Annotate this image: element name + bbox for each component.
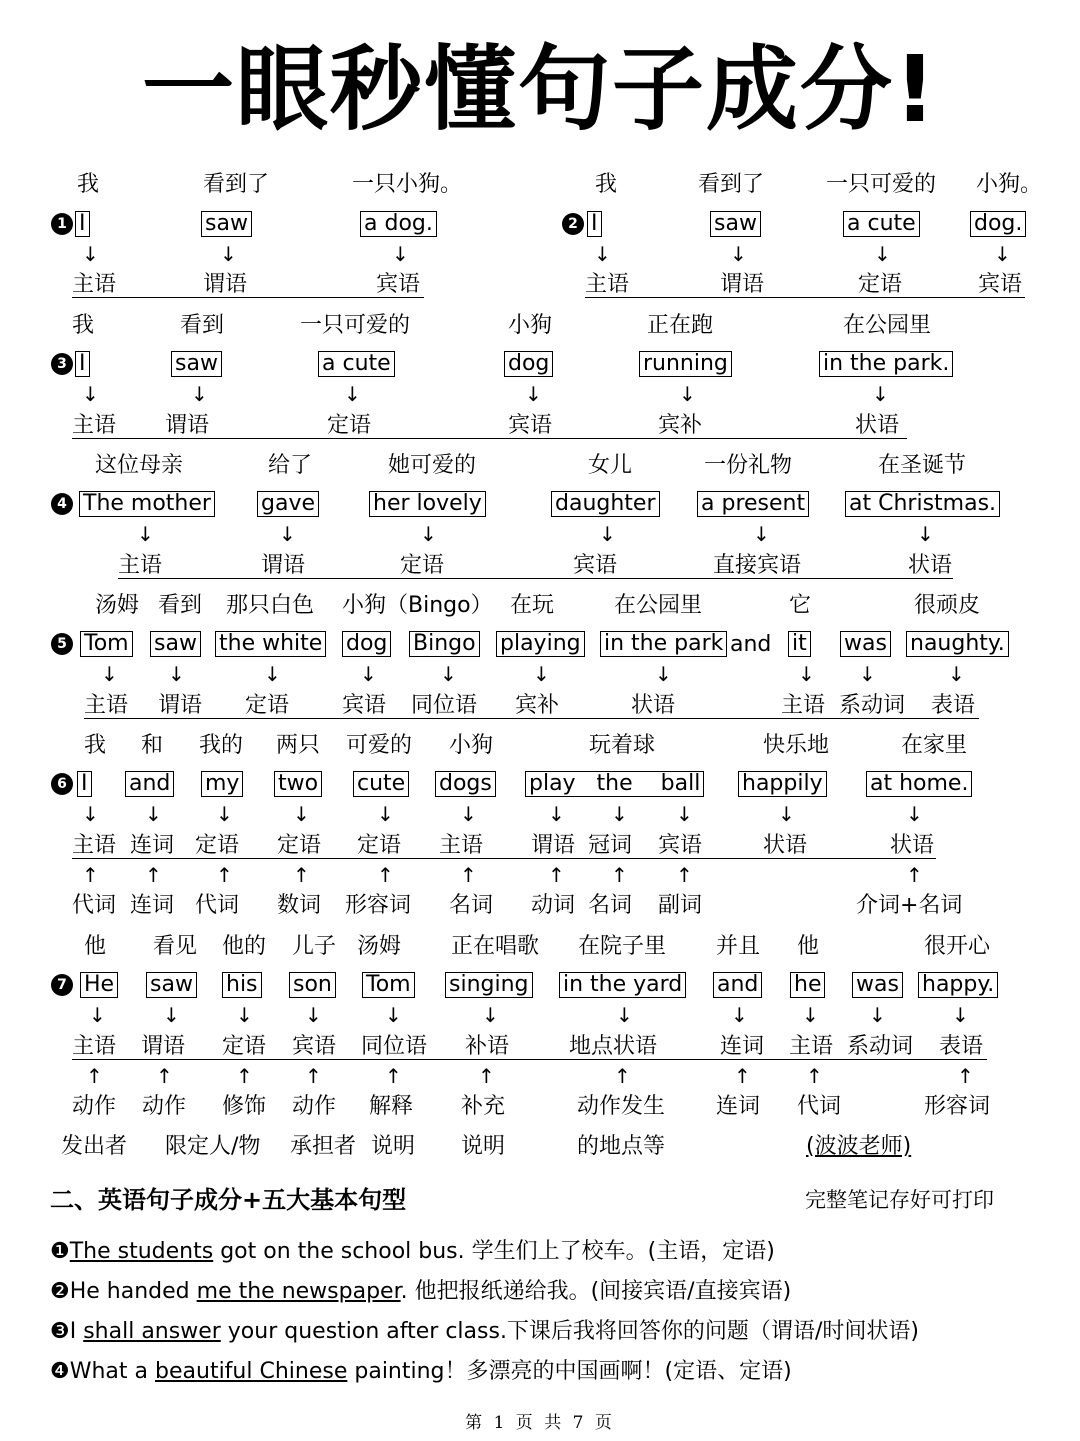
cn-word: 两只 [276,733,321,758]
example-text: He handed [69,1279,197,1304]
role-label: 主语 [84,693,129,718]
cn-word: 我的 [199,733,244,758]
arrow-down-icon: ↓ [482,1003,499,1027]
arrow-down-icon: ↓ [305,1003,322,1027]
en-word-box: saw [146,972,197,998]
sentence-number: 5 [51,633,73,655]
pos-label: 副词 [658,893,703,918]
arrow-down-icon: ↓ [948,662,965,686]
example-number: ❹ [50,1359,70,1384]
pos-label: 代词 [195,893,240,918]
cn-word: 他的 [222,934,267,959]
example-number: ❷ [50,1279,70,1304]
arrow-down-icon: ↓ [168,662,185,686]
cn-word: 它 [789,593,812,618]
description-label: 承担者 [290,1134,357,1159]
role-label: 主语 [789,1034,834,1059]
en-word-box: running [639,351,732,377]
arrow-down-icon: ↓ [859,662,876,686]
en-word-box: a cute [843,211,920,237]
role-label: 宾语 [342,693,387,718]
arrow-up-icon: ↑ [293,863,310,887]
sentence-number: 4 [51,493,73,515]
cn-word: 小狗。 [976,172,1043,197]
role-label: 宾补 [658,413,703,438]
en-word-box: dogs [435,771,496,797]
sentence-number: 7 [51,974,73,996]
pos-label: 介词+名词 [856,893,963,918]
arrow-down-icon: ↓ [137,522,154,546]
description-label: 说明 [371,1134,416,1159]
role-label: 宾语 [376,272,421,297]
en-word-box: I [587,211,602,237]
cn-word: 看到了 [698,172,765,197]
cn-word: 很顽皮 [914,593,981,618]
en-word-box: it [788,631,811,657]
description-label: 动作 [142,1094,187,1119]
role-label: 系动词 [839,693,906,718]
example-underlined: The students [69,1239,214,1264]
en-word-box: at home. [866,771,972,797]
arrow-up-icon: ↑ [236,1064,253,1088]
cn-word: 在公园里 [843,313,932,338]
arrow-down-icon: ↓ [533,662,550,686]
role-label: 宾补 [515,693,560,718]
cn-word: 很开心 [924,934,991,959]
role-label: 定语 [222,1034,267,1059]
role-label: 谓语 [165,413,210,438]
example-text: . 他把报纸递给我。(间接宾语/直接宾语) [400,1279,792,1304]
description-label: 代词 [797,1094,842,1119]
arrow-down-icon: ↓ [611,802,628,826]
arrow-down-icon: ↓ [101,662,118,686]
divider-line [585,297,1025,298]
cn-word: 她可爱的 [388,453,477,478]
arrow-down-icon: ↓ [420,522,437,546]
arrow-up-icon: ↑ [734,1064,751,1088]
sentence-number: 3 [51,353,73,375]
cn-word: 正在跑 [647,313,714,338]
role-label: 谓语 [203,272,248,297]
en-word-box: son [289,972,336,998]
role-label: 宾语 [573,553,618,578]
cn-word: 一份礼物 [704,453,793,478]
arrow-up-icon: ↑ [548,863,565,887]
cn-word: 他 [797,934,820,959]
en-word-box: I [75,351,90,377]
page-footer: 第 1 页 共 7 页 [465,1413,615,1433]
conjunction-word: and [730,632,772,657]
cn-word: 在院子里 [578,934,667,959]
cn-word: 看见 [153,934,198,959]
cn-word: 我 [72,313,95,338]
arrow-down-icon: ↓ [279,522,296,546]
cn-word: 汤姆 [357,934,402,959]
role-label: 表语 [939,1034,984,1059]
pos-label: 代词 [72,893,117,918]
en-word-box: playing [496,631,585,657]
role-label: 连词 [720,1034,765,1059]
en-word-box: in the park [600,631,727,657]
en-word-box: saw [171,351,222,377]
en-word-box: a dog. [360,211,437,237]
arrow-up-icon: ↑ [145,863,162,887]
role-label: 主语 [72,833,117,858]
arrow-up-icon: ↑ [611,863,628,887]
example-2 [50,1274,791,1305]
example-text: painting！多漂亮的中国画啊！(定语、定语) [347,1359,792,1384]
en-word-box: saw [710,211,761,237]
cn-word: 可爱的 [346,733,413,758]
divider-line [118,578,953,579]
role-label: 表语 [931,693,976,718]
description-label: 限定人/物 [165,1134,261,1159]
arrow-down-icon: ↓ [440,662,457,686]
arrow-down-icon: ↓ [952,1003,969,1027]
cn-word: 在玩 [510,593,555,618]
description-label: 补充 [461,1094,506,1119]
example-underlined: me the newspaper [196,1279,401,1304]
arrow-up-icon: ↑ [305,1064,322,1088]
arrow-down-icon: ↓ [82,382,99,406]
role-label: 谓语 [141,1034,186,1059]
description-label: 修饰 [222,1094,267,1119]
cn-word: 看到 [158,593,203,618]
arrow-down-icon: ↓ [236,1003,253,1027]
arrow-down-icon: ↓ [82,242,99,266]
en-word-box: naughty. [906,631,1009,657]
role-label: 主语 [585,272,630,297]
arrow-down-icon: ↓ [163,1003,180,1027]
role-label: 定语 [357,833,402,858]
example-text: got on the school bus. 学生们上了校车。(主语，定语) [213,1239,775,1264]
pos-label: 连词 [130,893,175,918]
en-word-box: daughter [551,491,660,517]
role-label: 主语 [72,1034,117,1059]
arrow-down-icon: ↓ [798,662,815,686]
description-label: 形容词 [924,1094,991,1119]
role-label: 宾语 [978,272,1023,297]
en-word-box: a present [697,491,809,517]
arrow-down-icon: ↓ [599,522,616,546]
role-label: 系动词 [847,1034,914,1059]
arrow-up-icon: ↑ [957,1064,974,1088]
pos-label: 形容词 [345,893,412,918]
arrow-up-icon: ↑ [377,863,394,887]
divider-line [72,438,907,439]
en-word-box: saw [150,631,201,657]
en-word-box: cute [353,771,409,797]
role-label: 冠词 [588,833,633,858]
example-number: ❶ [50,1239,70,1264]
cn-word: 并且 [716,934,761,959]
en-word-box: was [840,631,891,657]
description-label: 连词 [716,1094,761,1119]
role-label: 同位语 [361,1034,428,1059]
example-underlined: beautiful Chinese [155,1359,348,1384]
arrow-up-icon: ↑ [614,1064,631,1088]
arrow-up-icon: ↑ [806,1064,823,1088]
arrow-down-icon: ↓ [869,1003,886,1027]
arrow-down-icon: ↓ [731,1003,748,1027]
role-label: 定语 [277,833,322,858]
en-word-box: The mother [79,491,215,517]
arrow-up-icon: ↑ [676,863,693,887]
arrow-up-icon: ↑ [156,1064,173,1088]
en-word-box: gave [257,491,319,517]
role-label: 连词 [130,833,175,858]
arrow-down-icon: ↓ [216,802,233,826]
arrow-down-icon: ↓ [344,382,361,406]
role-label: 主语 [781,693,826,718]
description-label: 发出者 [61,1134,128,1159]
role-label: 定语 [195,833,240,858]
pos-label: 名词 [588,893,633,918]
cn-word: 在家里 [901,733,968,758]
divider-line [72,1059,987,1060]
en-word-box: her lovely [369,491,486,517]
en-word-box: and [125,771,174,797]
arrow-up-icon: ↑ [460,863,477,887]
en-word-box: happily [738,771,827,797]
cn-word: 快乐地 [763,733,830,758]
role-label: 状语 [631,693,676,718]
cn-word: 女儿 [588,453,633,478]
description-label: 解释 [369,1094,414,1119]
cn-word: 我 [595,172,618,197]
pos-label: 动词 [531,893,576,918]
description-label: 的地点等 [577,1134,666,1159]
example-text: your question after class.下课后我将回答你的问题（谓语/时间状语) [220,1319,919,1344]
en-word-box: I [77,771,92,797]
arrow-down-icon: ↓ [679,382,696,406]
en-word-box: dog. [970,211,1026,237]
arrow-up-icon: ↑ [82,863,99,887]
description-label: 说明 [461,1134,506,1159]
role-label: 状语 [890,833,935,858]
role-label: 直接宾语 [713,553,802,578]
page-title: 一眼秒懂句子成分! [142,36,938,143]
arrow-down-icon: ↓ [392,242,409,266]
role-label: 地点状语 [569,1034,658,1059]
cn-word: 儿子 [292,934,337,959]
cn-word: 我 [84,733,107,758]
role-label: 定语 [245,693,290,718]
en-word-box: saw [201,211,252,237]
role-label: 宾语 [292,1034,337,1059]
role-label: 主语 [118,553,163,578]
arrow-down-icon: ↓ [377,802,394,826]
cn-word: 小狗 [508,313,553,338]
role-label: 主语 [72,413,117,438]
example-underlined: shall answer [83,1319,221,1344]
role-label: 状语 [763,833,808,858]
arrow-down-icon: ↓ [460,802,477,826]
en-word-box: a cute [318,351,395,377]
en-word-box: Tom [362,972,415,998]
role-label: 状语 [908,553,953,578]
en-word-box: singing [445,972,533,998]
arrow-down-icon: ↓ [906,802,923,826]
section-heading: 二、英语句子成分+五大基本句型 [50,1186,407,1214]
arrow-up-icon: ↑ [86,1064,103,1088]
divider-line [84,718,979,719]
en-word-box: happy. [918,972,998,998]
en-word-box: the white [215,631,326,657]
cn-word: 玩着球 [589,733,656,758]
description-label: 动作 [72,1094,117,1119]
divider-line [72,297,424,298]
sentence-number: 2 [562,213,584,235]
arrow-down-icon: ↓ [525,382,542,406]
arrow-down-icon: ↓ [730,242,747,266]
arrow-down-icon: ↓ [145,802,162,826]
arrow-down-icon: ↓ [655,662,672,686]
arrow-down-icon: ↓ [220,242,237,266]
arrow-down-icon: ↓ [293,802,310,826]
role-label: 定语 [400,553,445,578]
cn-word: 小狗 [449,733,494,758]
cn-word: 我 [77,172,100,197]
en-word-box: Tom [80,631,133,657]
cn-word: 看到 [180,313,225,338]
print-note: 完整笔记存好可打印 [805,1188,994,1212]
role-label: 主语 [72,272,117,297]
example-1 [50,1234,775,1265]
role-label: 定语 [858,272,903,297]
en-word-box: play the ball [525,771,704,797]
arrow-down-icon: ↓ [82,802,99,826]
example-3 [50,1314,919,1345]
arrow-up-icon: ↑ [478,1064,495,1088]
en-word-box: dog [504,351,553,377]
en-word-box: dog [342,631,391,657]
cn-word: 和 [141,733,164,758]
description-label: 动作 [292,1094,337,1119]
arrow-up-icon: ↑ [906,863,923,887]
en-word-box: in the yard [559,972,686,998]
arrow-down-icon: ↓ [548,802,565,826]
cn-word: 看到了 [203,172,270,197]
sentence-number: 1 [51,213,73,235]
arrow-down-icon: ↓ [872,382,889,406]
role-label: 补语 [465,1034,510,1059]
arrow-down-icon: ↓ [802,1003,819,1027]
cn-word: 在圣诞节 [878,453,967,478]
role-label: 谓语 [261,553,306,578]
arrow-down-icon: ↓ [264,662,281,686]
arrow-down-icon: ↓ [191,382,208,406]
cn-word: 那只白色 [226,593,315,618]
en-word-box: he [790,972,825,998]
description-label: 动作发生 [577,1094,666,1119]
example-text: I [69,1319,84,1344]
role-label: 宾语 [658,833,703,858]
en-word-box: at Christmas. [845,491,1000,517]
en-word-box: two [274,771,322,797]
pos-label: 名词 [449,893,494,918]
en-word-box: Bingo [409,631,480,657]
cn-word: 一只可爱的 [826,172,937,197]
arrow-up-icon: ↑ [216,863,233,887]
pos-label: 数词 [277,893,322,918]
en-word-box: was [852,972,903,998]
cn-word: 一只小狗。 [352,172,463,197]
cn-word: 在公园里 [614,593,703,618]
role-label: 同位语 [411,693,478,718]
arrow-up-icon: ↑ [385,1064,402,1088]
role-label: 谓语 [158,693,203,718]
arrow-down-icon: ↓ [874,242,891,266]
example-text: What a [69,1359,156,1384]
en-word-box: his [222,972,262,998]
en-word-box: my [201,771,243,797]
role-label: 主语 [439,833,484,858]
en-word-box: and [713,972,762,998]
arrow-down-icon: ↓ [753,522,770,546]
role-label: 定语 [327,413,372,438]
arrow-down-icon: ↓ [89,1003,106,1027]
arrow-down-icon: ↓ [917,522,934,546]
en-word-box: in the park. [819,351,953,377]
cn-word: 正在唱歌 [451,934,540,959]
example-4 [50,1354,792,1385]
divider-line [72,858,936,859]
author-credit: (波波老师) [806,1134,912,1159]
role-label: 谓语 [720,272,765,297]
role-label: 状语 [855,413,900,438]
arrow-down-icon: ↓ [385,1003,402,1027]
arrow-down-icon: ↓ [778,802,795,826]
cn-word: 给了 [268,453,313,478]
arrow-down-icon: ↓ [994,242,1011,266]
arrow-down-icon: ↓ [616,1003,633,1027]
arrow-down-icon: ↓ [676,802,693,826]
en-word-box: He [80,972,118,998]
cn-word: 汤姆 [95,593,140,618]
arrow-down-icon: ↓ [360,662,377,686]
en-word-box: I [75,211,90,237]
cn-word: 这位母亲 [95,453,184,478]
cn-word: 一只可爱的 [300,313,411,338]
sentence-number: 6 [51,773,73,795]
cn-word: 他 [84,934,107,959]
role-label: 宾语 [508,413,553,438]
arrow-down-icon: ↓ [594,242,611,266]
cn-word: 小狗（Bingo） [342,593,493,618]
role-label: 谓语 [531,833,576,858]
example-number: ❸ [50,1319,70,1344]
